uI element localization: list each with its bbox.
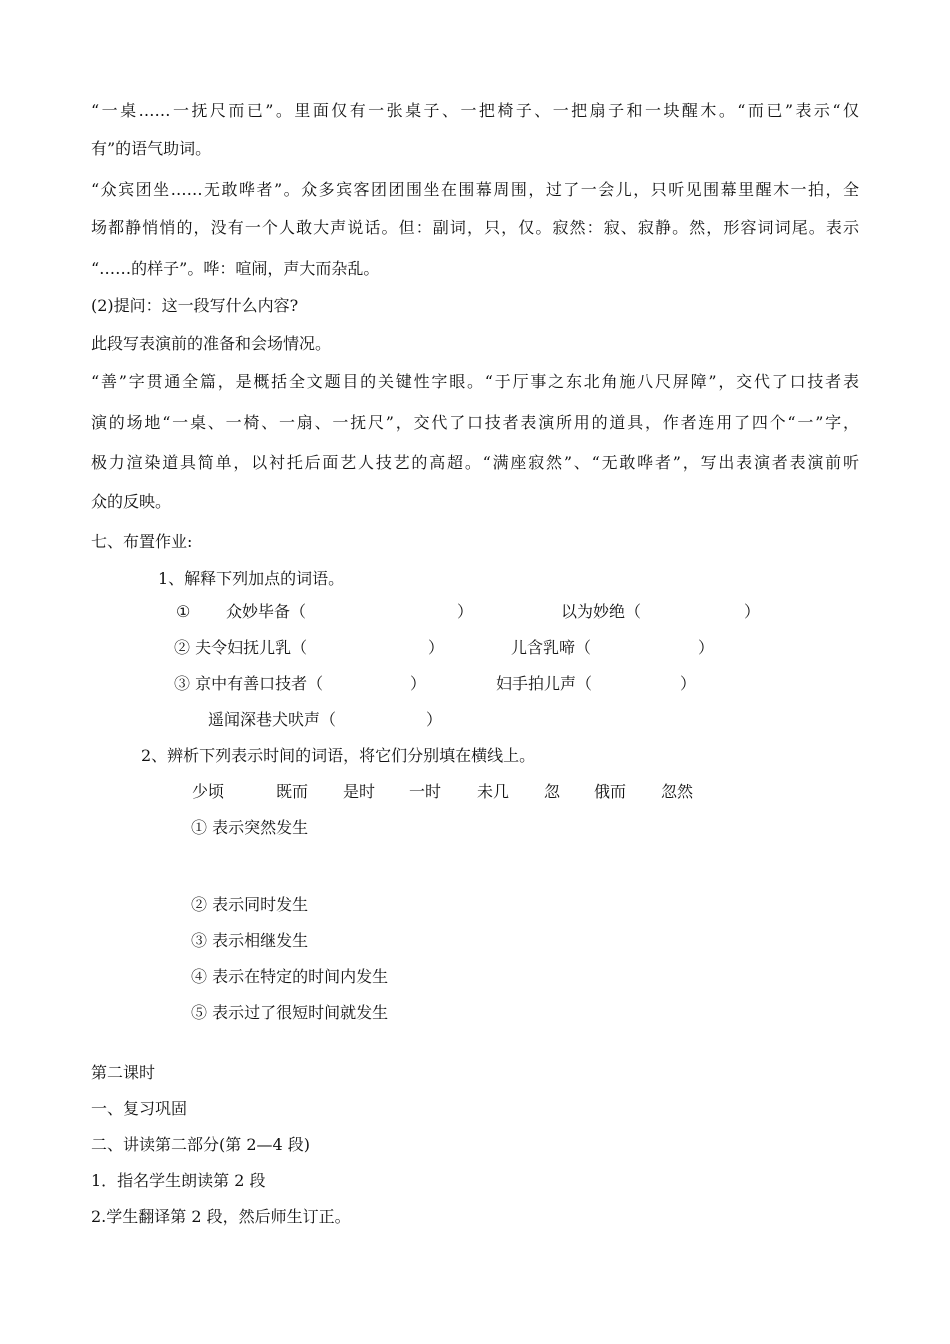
section-heading: 一、复习巩固 (91, 1099, 188, 1118)
paragraph-line: 极力渲染道具简单，以衬托后面艺人技艺的高超。“满座寂然”、“无敢哗者”，写出表演者表演前听 (91, 453, 859, 472)
blank-close: ） (680, 674, 697, 693)
paragraph-line: 演的场地“一桌、一椅、一扇、一抚尺”，交代了口技者表演所用的道具，作者连用了四个“一”字， (91, 413, 859, 432)
lesson-title: 第二课时 (91, 1063, 156, 1082)
step-line: 1．指名学生朗读第 2 段 (91, 1171, 266, 1190)
time-word: 是时 (343, 782, 376, 801)
paragraph-line: 有”的语气助词。 (91, 139, 212, 158)
blank-item: 众妙毕备（ (226, 602, 307, 621)
task-title: 2、辨析下列表示时间的词语，将它们分别填在横线上。 (141, 746, 536, 765)
paragraph-line: “众宾团坐……无敢哗者”。众多宾客团团围坐在围幕周围，过了一会儿，只听见围幕里醒木一拍，全 (91, 180, 859, 199)
time-word: 一时 (409, 782, 442, 801)
blank-item: 儿含乳啼（ (511, 638, 592, 657)
blank-item: ③ 京中有善口技者（ (174, 674, 324, 693)
classify-item: ③ 表示相继发生 (191, 931, 309, 950)
step-line: 2.学生翻译第 2 段，然后师生订正。 (91, 1207, 351, 1226)
paragraph-line: “一桌……一抚尺而已”。里面仅有一张桌子、一把椅子、一把扇子和一块醒木。“而已”表示“仅 (91, 101, 859, 120)
time-word: 俄而 (594, 782, 627, 801)
paragraph-line: 场都静悄悄的，没有一个人敢大声说话。但：副词，只，仅。寂然：寂、寂静。然，形容词词尾。表示 (91, 218, 859, 237)
section-heading: 二、讲读第二部分(第 2—4 段) (91, 1135, 311, 1154)
classify-item: ⑤ 表示过了很短时间就发生 (191, 1003, 389, 1022)
blank-close: ） (426, 710, 443, 729)
time-word: 忽然 (661, 782, 694, 801)
blank-item: 以为妙绝（ (561, 602, 642, 621)
time-word: 少顷 (192, 782, 225, 801)
answer-line: 此段写表演前的准备和会场情况。 (91, 334, 332, 353)
blank-close: ） (698, 638, 715, 657)
classify-item: ① 表示突然发生 (191, 818, 309, 837)
task-title: 1、解释下列加点的词语。 (158, 569, 345, 588)
blank-close: ） (410, 674, 427, 693)
item-number: ① (176, 602, 191, 621)
paragraph-line: 众的反映。 (91, 492, 172, 511)
blank-item: 妇手拍儿声（ (496, 674, 593, 693)
blank-close: ） (428, 638, 445, 657)
blank-item: ② 夫令妇抚儿乳（ (174, 638, 308, 657)
time-word: 未几 (477, 782, 510, 801)
question-line: (2)提问：这一段写什么内容? (91, 296, 299, 315)
classify-item: ④ 表示在特定的时间内发生 (191, 967, 389, 986)
time-word: 既而 (276, 782, 309, 801)
section-heading: 七、布置作业: (91, 532, 193, 551)
blank-close: ） (744, 602, 761, 621)
blank-item: 遥闻深巷犬吠声（ (208, 710, 337, 729)
time-word: 忽 (544, 782, 561, 801)
paragraph-line: “……的样子”。哗：喧闹，声大而杂乱。 (91, 259, 380, 278)
blank-close: ） (457, 602, 474, 621)
classify-item: ② 表示同时发生 (191, 895, 309, 914)
paragraph-line: “善”字贯通全篇，是概括全文题目的关键性字眼。“于厅事之东北角施八尺屏障”，交代了口技者表 (91, 372, 859, 391)
